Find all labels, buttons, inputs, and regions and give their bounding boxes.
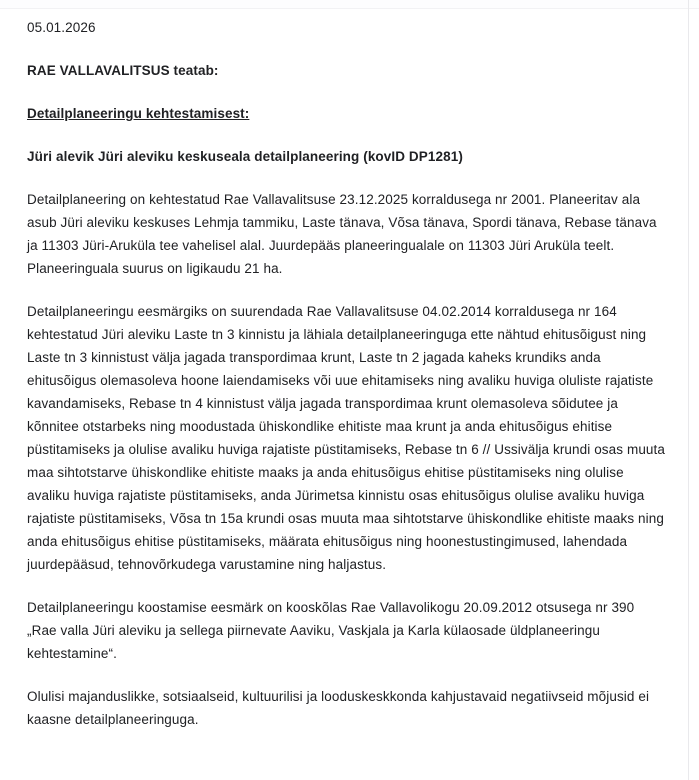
plan-title: Jüri alevik Jüri aleviku keskuseala detailplaneering (kovID DP1281) <box>27 149 463 164</box>
paragraph-plan-location: Detailplaneering on kehtestatud Rae Vallavalitsuse 23.12.2025 korraldusega nr 2001. Planeeritav ala asub Jüri aleviku keskuses Lehmja tammiku, Laste tänava, Võsa tänava, Spordi tänava, Rebase tänava ja 11303 Jüri-Aruküla tee vahelisel alal. Juurdepääs planeeringualale on 11303 Jüri Aruküla teelt. Planeeringuala suurus on ligikaudu 21 ha. <box>27 192 657 276</box>
section-heading: Detailplaneeringu kehtestamisest: <box>27 106 250 121</box>
paragraph-plan-compliance: Detailplaneeringu koostamise eesmärk on kooskõlas Rae Vallavolikogu 20.09.2012 otsusega nr 390 „Rae valla Jüri aleviku ja sellega piirnevate Aaviku, Vaskjala ja Karla külaosade üldplaneeringu kehtestamine“. <box>27 600 635 661</box>
announcer-heading: RAE VALLAVALITSUS teatab: <box>27 63 219 78</box>
paragraph-plan-impact: Olulisi majanduslikke, sotsiaalseid, kultuurilisi ja looduskeskkonda kahjustavaid negatiivseid mõjusid ei kaasne detailplaneeringuga. <box>27 689 650 727</box>
paragraph-plan-purpose: Detailplaneeringu eesmärgiks on suurendada Rae Vallavalitsuse 04.02.2014 korraldusega nr 164 kehtestatud Jüri aleviku Laste tn 3 kinnistu ja lähiala detailplaneeringuga ette nähtud ehitusõigust ning Laste tn 3 kinnistust välja jagada transpordimaa krunt, Laste tn 2 jagada kaheks krundiks anda ehitusõigus olemasoleva hoone laiendamiseks või uue ehitamiseks ning avaliku huviga oluliste rajatiste kavandamiseks, Rebase tn 4 kinnistust välja jagada transpordimaa krunt olemasoleva sõidutee ja kõnnitee otstarbeks ning moodustada ühiskondlike ehitiste maa krunt ja anda ehitusõigus ehitise püstitamiseks ja olulise avaliku huviga rajatiste püstitamiseks, Rebase tn 6 // Ussivälja krundi osas muuta maa sihtotstarve ühiskondlike ehitiste maaks ja anda ehitusõigus ehitise püstitamiseks ning olulise avaliku huviga rajatiste püstitamiseks, anda Jürimetsa kinnistu osas ehitusõigus olulise avaliku huviga rajatiste püstitamiseks, Võsa tn 15a krundi osas muuta maa sihtotstarve ühiskondlike ehitiste maaks ning anda ehitusõigus ehitise püstitamiseks, määrata ehitusõigus ning hoonestustingimused, lahendada juurdepääsud, tehnovõrkudega varustamine ning haljastus. <box>27 304 665 572</box>
publish-date: 05.01.2026 <box>27 20 96 35</box>
